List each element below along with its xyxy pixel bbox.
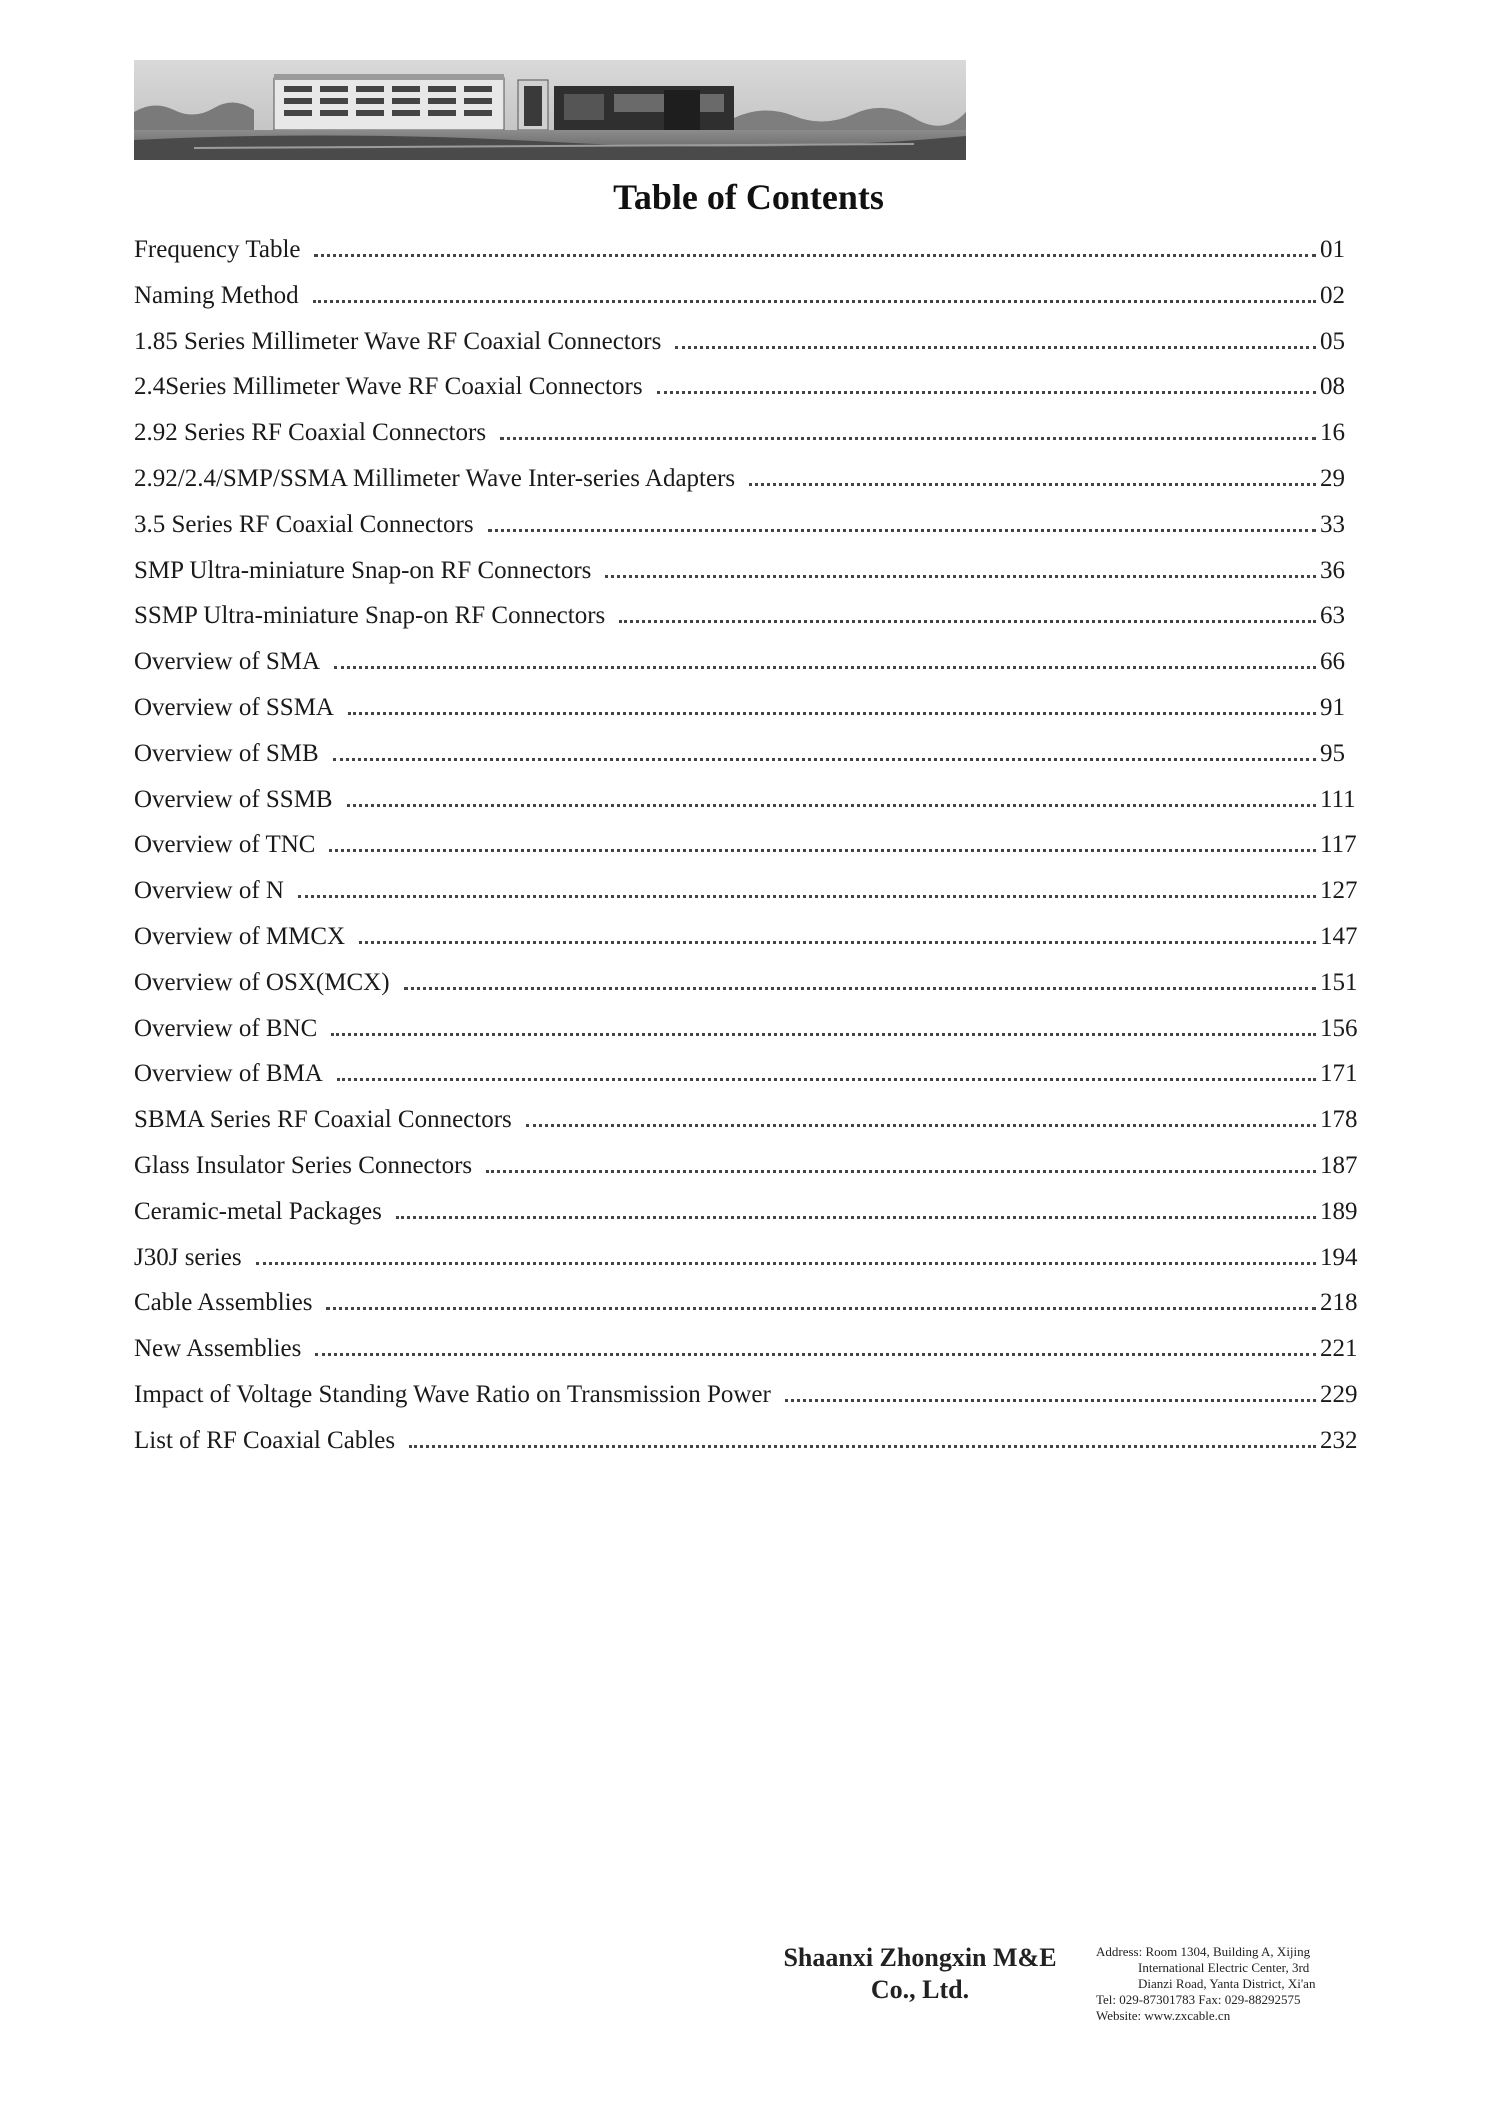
toc-entry-page-number: 66 [1320,648,1345,676]
toc-entry[interactable] [134,232,1364,278]
toc-leader-dots [256,1242,1316,1265]
toc-entry-label: Glass Insulator Series Connectors [134,1151,473,1179]
toc-entry-label: 2.4Series Millimeter Wave RF Coaxial Connectors [134,373,643,401]
toc-entry[interactable] [134,1377,1364,1423]
toc-leader-dots [396,1196,1316,1219]
toc-leader-dots [329,829,1316,852]
toc-entry-label: J30J series [134,1243,242,1271]
toc-entry-page-number: 08 [1320,373,1345,401]
toc-entry-label: New Assemblies [134,1335,302,1363]
toc-entry-label: 3.5 Series RF Coaxial Connectors [134,510,474,538]
toc-leader-dots [331,1013,1316,1036]
toc-entry-label: Overview of SSMB [134,785,333,813]
toc-entry[interactable] [134,644,1364,690]
address-line-2: International Electric Center, 3rd [1138,1960,1310,1975]
toc-entry[interactable] [134,507,1364,553]
toc-entry-page-number: 01 [1320,236,1345,263]
toc-entry[interactable] [134,369,1364,415]
toc-entry-label: Overview of SMA [134,648,321,676]
toc-entry-page-number: 95 [1320,739,1345,767]
toc-entry[interactable] [134,1331,1364,1377]
toc-leader-dots [749,463,1316,486]
toc-entry-page-number: 29 [1320,464,1345,492]
toc-entry[interactable] [134,827,1364,873]
toc-entry-page-number: 171 [1320,1060,1358,1088]
toc-entry-page-number: 36 [1320,556,1345,584]
toc-entry-label: 2.92/2.4/SMP/SSMA Millimeter Wave Inter-series Adapters [134,464,736,492]
address-line-1: Address: Room 1304, Building A, Xijing [1096,1944,1311,1959]
toc-leader-dots [313,280,1316,303]
toc-entry-page-number: 221 [1320,1335,1358,1363]
contact-line: Tel: 029-87301783 Fax: 029-88292575 [1096,1992,1301,2007]
toc-entry[interactable] [134,1240,1364,1286]
toc-entry[interactable] [134,1423,1364,1469]
toc-entry-page-number: 151 [1320,968,1358,996]
company-name-line-1: Shaanxi Zhongxin M&E [783,1943,1057,1972]
toc-leader-dots [605,555,1316,578]
toc-list [134,232,1364,1469]
toc-entry-page-number: 127 [1320,877,1358,905]
toc-entry-label: List of RF Coaxial Cables [134,1426,396,1454]
toc-entry-label: SSMP Ultra-miniature Snap-on RF Connectors [134,602,606,630]
toc-entry-label: SBMA Series RF Coaxial Connectors [134,1106,512,1134]
address-line-3: Dianzi Road, Yanta District, Xi'an [1138,1976,1316,1991]
toc-entry[interactable] [134,278,1364,324]
toc-entry-page-number: 187 [1320,1151,1358,1179]
header-banner-image [134,60,966,160]
toc-entry-page-number: 194 [1320,1243,1358,1271]
toc-leader-dots [619,600,1316,623]
toc-entry-label: Overview of TNC [134,831,316,859]
toc-entry[interactable] [134,1102,1364,1148]
toc-entry-page-number: 91 [1320,693,1345,721]
toc-entry[interactable] [134,1011,1364,1057]
website-line: Website: www.zxcable.cn [1096,2008,1231,2023]
toc-entry[interactable] [134,1148,1364,1194]
toc-leader-dots [657,371,1316,394]
toc-leader-dots [486,1150,1316,1173]
toc-entry[interactable] [134,919,1364,965]
toc-entry-label: Overview of BMA [134,1060,323,1088]
toc-entry-label: Ceramic-metal Packages [134,1197,382,1225]
toc-entry-label: Overview of BNC [134,1014,318,1042]
toc-entry[interactable] [134,324,1364,370]
toc-entry-page-number: 117 [1320,831,1357,859]
toc-entry[interactable] [134,736,1364,782]
toc-entry-label: Impact of Voltage Standing Wave Ratio on Transmission Power [134,1380,771,1408]
toc-entry[interactable] [134,965,1364,1011]
toc-entry-label: Overview of N [134,877,284,905]
toc-entry-label: SMP Ultra-miniature Snap-on RF Connectors [134,556,592,584]
toc-entry-label: Overview of OSX(MCX) [134,968,390,996]
toc-entry[interactable] [134,1056,1364,1102]
toc-leader-dots [334,646,1316,669]
toc-entry[interactable] [134,415,1364,461]
toc-entry-page-number: 111 [1320,785,1356,813]
toc-leader-dots [347,784,1316,807]
toc-leader-dots [314,234,1316,257]
toc-entry-page-number: 63 [1320,602,1345,630]
toc-entry[interactable] [134,553,1364,599]
toc-leader-dots [488,509,1316,532]
toc-leader-dots [526,1104,1316,1127]
toc-leader-dots [404,967,1316,990]
page-title: Table of Contents [613,177,884,217]
toc-entry-page-number: 16 [1320,419,1345,447]
toc-entry-label: 1.85 Series Millimeter Wave RF Coaxial Connectors [134,327,662,355]
toc-entry-label: Overview of MMCX [134,922,346,950]
toc-entry-label: Overview of SSMA [134,693,334,721]
toc-entry[interactable] [134,690,1364,736]
toc-leader-dots [359,921,1316,944]
toc-leader-dots [298,875,1316,898]
toc-leader-dots [409,1425,1316,1448]
toc-leader-dots [675,326,1316,349]
toc-entry-page-number: 178 [1320,1106,1358,1134]
toc-entry-page-number: 05 [1320,327,1345,355]
toc-leader-dots [326,1287,1316,1310]
toc-entry-page-number: 147 [1320,922,1358,950]
toc-leader-dots [785,1379,1316,1402]
toc-entry-page-number: 229 [1320,1380,1358,1408]
company-name-line-2: Co., Ltd. [870,1975,970,2004]
toc-entry[interactable] [134,782,1364,828]
toc-entry-label: Naming Method [134,281,299,309]
toc-leader-dots [333,738,1316,761]
toc-leader-dots [337,1058,1316,1081]
toc-entry-page-number: 156 [1320,1014,1358,1042]
toc-entry-label: Frequency Table [134,236,301,263]
toc-entry-page-number: 33 [1320,510,1345,538]
toc-entry-label: Cable Assemblies [134,1289,313,1317]
toc-entry[interactable] [134,1194,1364,1240]
toc-leader-dots [315,1333,1316,1356]
toc-entry[interactable] [134,461,1364,507]
toc-entry-label: Overview of SMB [134,739,319,767]
company-name [760,1942,1080,2006]
toc-leader-dots [348,692,1316,715]
toc-entry[interactable] [134,598,1364,644]
company-address-block [1096,1944,1356,2024]
toc-entry[interactable] [134,873,1364,919]
toc-entry-page-number: 189 [1320,1197,1358,1225]
toc-leader-dots [500,417,1316,440]
toc-entry-page-number: 218 [1320,1289,1358,1317]
toc-entry[interactable] [134,1285,1364,1331]
toc-entry-page-number: 02 [1320,281,1345,309]
toc-entry-label: 2.92 Series RF Coaxial Connectors [134,419,487,447]
toc-entry-page-number: 232 [1320,1426,1358,1454]
